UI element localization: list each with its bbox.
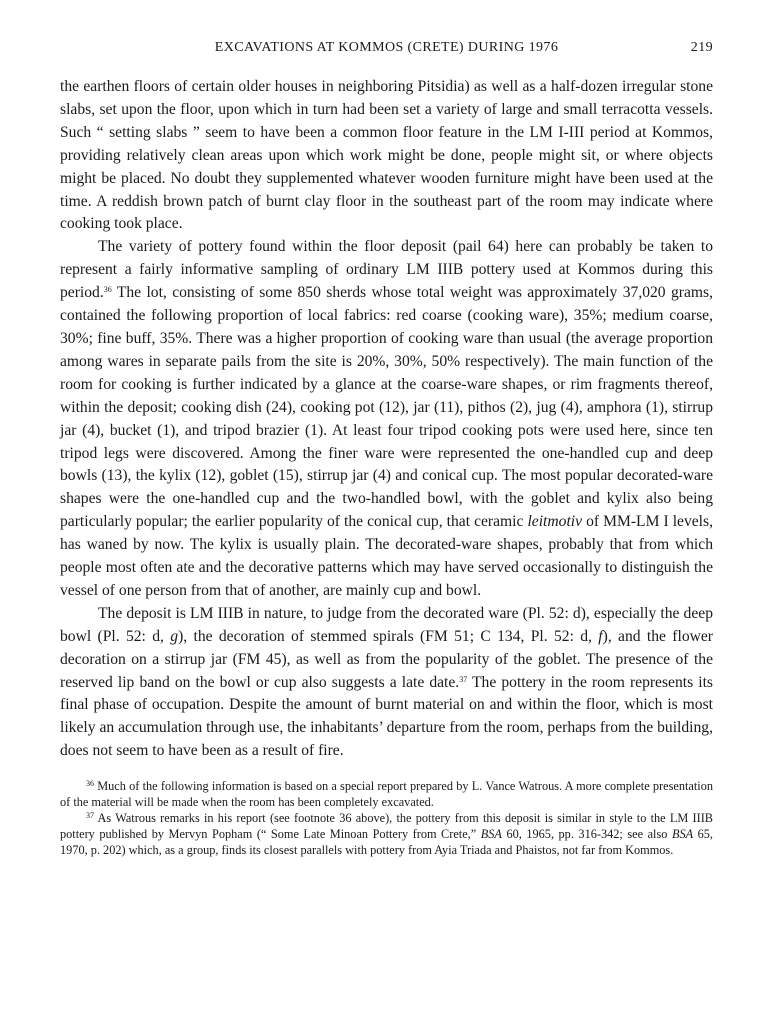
page-number: 219 [690,40,713,55]
footnote-36 [60,779,713,810]
running-title: EXCAVATIONS AT KOMMOS (CRETE) DURING 1976 [214,40,559,55]
paragraph-2-text-b: The lot, consisting of some 850 sherds whose total weight was approximately 37,020 grams, contained the following proportion of local fabrics: red coarse (cooking ware), 35%; medium coarse, 30%; fine buff, 35%. There was a higher proportion of cooking ware than usual (the average proportion among wares in separate pails from the site is 20%, 30%, 50% respectively). The main function of the room for cooking is further indicated by a glance at the coarse-ware shapes, or rim fragments thereof, within the deposit; cooking dish (24), cooking pot (12), jar (11), pithos (2), jug (4), amphora (1), stirrup jar (4), bucket (1), and tripod brazier (1). At least four tripod cooking pots were used here, since ten tripod legs were discovered. Among the finer ware were represented the one-handled cup and deep bowls (13), the kylix (12), goblet (15), stirrup jar (4) and conical cup. The most popular decorated-ware shapes were the one-handled cup and the two-handled bowl, with the goblet and kylix also being particularly popular; the earlier popularity of the conical cup, that ceramic [60,284,713,531]
paragraph-3 [60,603,713,763]
footnote-37 [60,811,713,858]
body-text [60,76,713,763]
footnote-37-text-b: 60, 1965, pp. 316-342; see also [501,826,672,841]
paragraph-2 [60,236,713,603]
paragraph-3-text-a: The deposit is LM IIIB in nature, to judge from the decorated ware (Pl. 52: d), especially the deep bowl (Pl. 52: d, [60,604,713,645]
footnote-number: 36 [86,779,94,789]
paragraph-3-text-c: ), and the flower decoration on a stirrup jar (FM 45), as well as from the popularity of the goblet. The presence of the reserved lip band on the bowl or cup also suggests a late date. [60,627,713,691]
italic-journal: BSA [671,826,694,841]
paragraph-2-text-c: of MM-LM I levels, has waned by now. The kylix is usually plain. The decorated-ware shapes, probably that from which people most often ate and the decorative patterns which may have served occasionally to distinguish the vessel of one person from that of another, are mainly cup and bowl. [60,513,713,599]
italic-letter-f: f [598,627,603,645]
italic-term: leitmotiv [527,513,583,531]
italic-letter-g: g [170,627,179,645]
running-header [60,40,713,62]
footnote-ref-37[interactable]: 37 [459,674,468,684]
journal-page [60,40,713,859]
footnote-number: 37 [86,811,94,821]
footnote-37-text-c: 65, 1970, p. 202) which, as a group, finds its closest parallels with pottery from Ayia Triada and Phaistos, not far from Kommos. [60,826,714,857]
footnotes [60,779,713,858]
footnote-37-text-a: As Watrous remarks in his report (see footnote 36 above), the pottery from this deposit is similar in style to the LM IIIB pottery published by Mervyn Popham (“ Some Late Minoan Pottery from Crete,” [60,811,713,841]
footnote-36-text: Much of the following information is based on a special report prepared by L. Vance Watrous. A more complete presentation of the material will be made when the room has been completely excavated. [60,779,713,809]
paragraph-1 [60,76,713,236]
paragraph-2-text-a: The variety of pottery found within the floor deposit (pail 64) here can probably be taken to represent a fairly informative sampling of ordinary LM IIIB pottery used at Kommos during this period. [60,238,713,302]
paragraph-1-text: the earthen floors of certain older houses in neighboring Pitsidia) as well as a half-dozen irregular stone slabs, set upon the floor, upon which in turn had been set a variety of large and small terracotta vessels. Such “ setting slabs ” seem to have been a common floor feature in the LM I-III period at Kommos, providing relatively clean areas upon which work might be done, people might sit, or where objects might be placed. No doubt they supplemented whatever wooden furniture might have been used at the time. A reddish brown patch of burnt clay floor in the southeast part of the room may indicate where cooking took place. [60,78,713,233]
italic-journal: BSA [480,826,502,841]
paragraph-3-text-b: ), the decoration of stemmed spirals (FM 51; C 134, Pl. 52: d, [178,627,599,645]
footnote-ref-36[interactable]: 36 [103,285,112,295]
paragraph-3-text-d: The pottery in the room represents its final phase of occupation. Despite the amount of burnt material on and within the floor, which is most likely an accumulation through use, the inhabitants’ departure from the room, perhaps from the building, does not seem to have been as a result of fire. [60,673,713,760]
